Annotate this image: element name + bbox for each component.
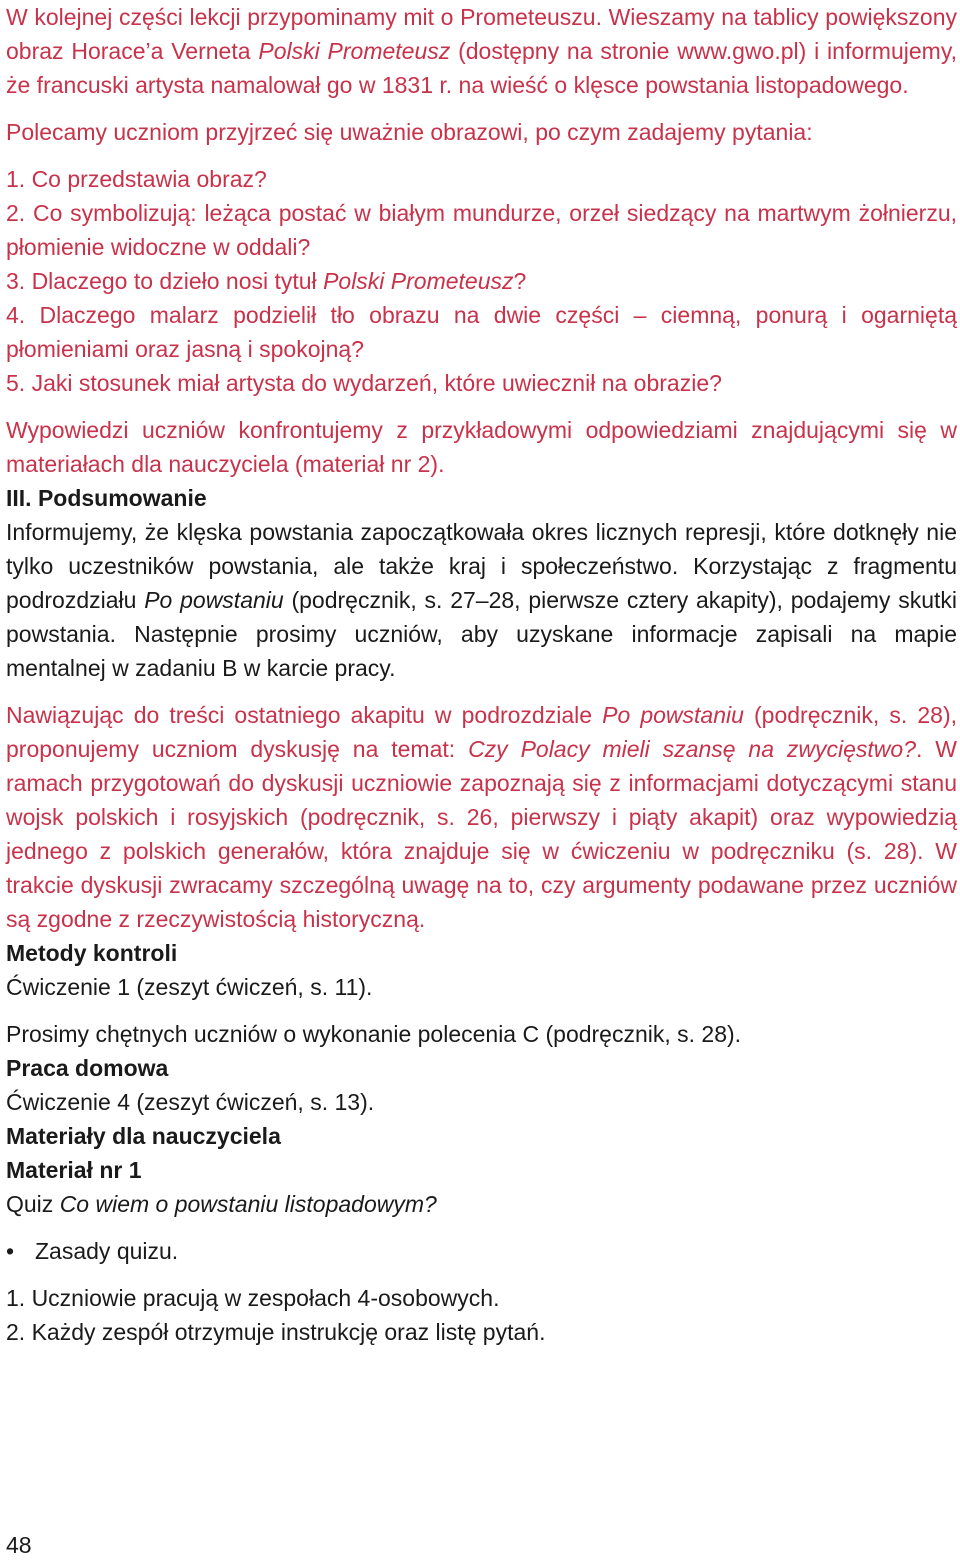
materials-subheading: Materiał nr 1 (6, 1157, 142, 1183)
instruction-paragraph: Polecamy uczniom przyjrzeć się uważnie obrazowi, po czym zadajemy pytania: (6, 119, 813, 145)
question-1: 1. Co przedstawia obraz? (6, 166, 267, 192)
homework-heading: Praca domowa (6, 1055, 169, 1081)
question-5: 5. Jaki stosunek miał artysta do wydarzeń, które uwiecznił na obrazie? (6, 370, 722, 396)
question-3: 3. Dlaczego to dzieło nosi tytuł Polski Prometeusz? (6, 268, 527, 294)
quiz-rules-bullet (6, 1234, 957, 1268)
discussion-topic: Czy Polacy mieli szansę na zwycięstwo? (468, 736, 916, 762)
intro-paragraph: W kolejnej części lekcji przypominamy mit o Prometeuszu. Wieszamy na tablicy powiększony obraz Horace’a Verneta Polski Prometeusz (dostępny na stronie www.gwo.pl) i informujemy, że francuski artysta namalował go w 1831 r. na wieść o klęsce powstania listopadowego. (6, 4, 957, 98)
control-item-2: Prosimy chętnych uczniów o wykonanie polecenia C (podręcznik, s. 28). (6, 1021, 742, 1047)
bullet-label: Zasady quizu. (35, 1238, 179, 1264)
summary-heading: III. Podsumowanie (6, 485, 207, 511)
homework-item-1: Ćwiczenie 4 (zeszyt ćwiczeń, s. 13). (6, 1089, 375, 1115)
quiz-title-line: Quiz Co wiem o powstaniu listopadowym? (6, 1191, 437, 1217)
materials-heading: Materiały dla nauczyciela (6, 1123, 281, 1149)
question-2: 2. Co symbolizują: leżąca postać w białym mundurze, orzeł siedzący na martwym żołnierzu, płomienie widoczne w oddali? (6, 200, 957, 260)
discussion-paragraph: Nawiązując do treści ostatniego akapitu w podrozdziale Po powstaniu (podręcznik, s. 28), proponujemy uczniom dyskusję na temat: Czy Polacy mieli szansę na zwycięstwo?. W ramach przygotowań do dyskusji uczniowie zapoznają się z informacjami dotyczącymi stanu wojsk polskich i rosyjskich (podręcznik, s. 26, pierwszy i piąty akapit) oraz wypowiedzią jednego z polskich generałów, która znajduje się w ćwiczeniu w podręczniku (s. 28). W trakcie dyskusji zwracamy szczególną uwagę na to, czy argumenty podawane przez uczniów są zgodne z rzeczywistością historyczną. (6, 702, 957, 932)
quiz-rule-2: 2. Każdy zespół otrzymuje instrukcję oraz listę pytań. (6, 1319, 546, 1345)
control-heading: Metody kontroli (6, 940, 178, 966)
quiz-rule-1: 1. Uczniowie pracują w zespołach 4-osobowych. (6, 1285, 500, 1311)
document-page (6, 0, 957, 1349)
painting-title: Polski Prometeusz (258, 38, 451, 64)
control-item-1: Ćwiczenie 1 (zeszyt ćwiczeń, s. 11). (6, 974, 373, 1000)
responses-paragraph: Wypowiedzi uczniów konfrontujemy z przykładowymi odpowiedziami znajdującymi się w materiałach dla nauczyciela (materiał nr 2). (6, 417, 957, 477)
question-4: 4. Dlaczego malarz podzielił tło obrazu na dwie części – ciemną, ponurą i ogarniętą płomieniami oraz jasną i spokojną? (6, 302, 957, 362)
bullet-icon: • (6, 1238, 15, 1264)
summary-paragraph: Informujemy, że klęska powstania zapoczątkowała okres licznych represji, które dotknęły nie tylko uczestników powstania, ale także kraj i społeczeństwo. Korzystając z fragmentu podrozdziału Po powstaniu (podręcznik, s. 27–28, pierwsze cztery akapity), podajemy skutki powstania. Następnie prosimy uczniów, aby uzyskane informacje zapisali na mapie mentalnej w zadaniu B w karcie pracy. (6, 519, 957, 681)
page-number: 48 (6, 1532, 32, 1558)
